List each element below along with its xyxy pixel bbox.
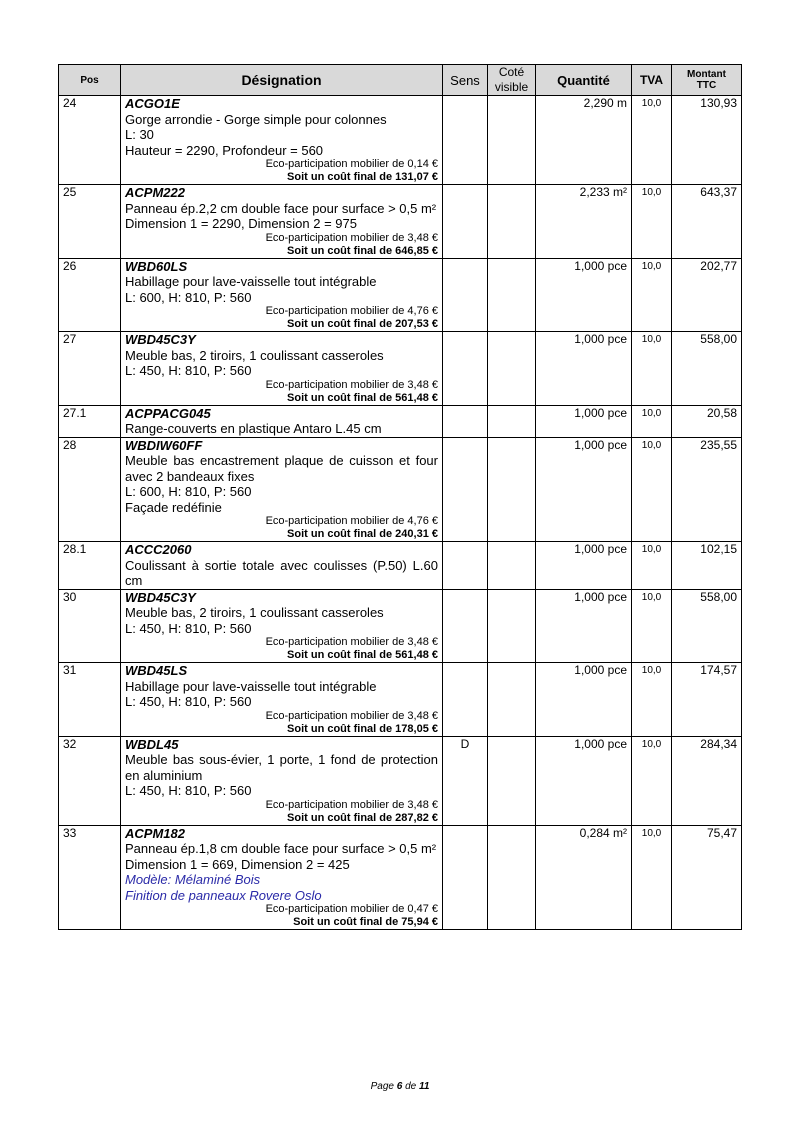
item-description-line: Range-couverts en plastique Antaro L.45 cm (125, 421, 382, 436)
row-tva: 10,0 (632, 825, 672, 930)
item-description-line: L: 600, H: 810, P: 560 (125, 484, 252, 499)
item-model-line: Finition de panneaux Rovere Oslo (125, 887, 322, 903)
final-cost: Soit un coût final de 178,05 € (287, 722, 438, 735)
item-reference: ACPM222 (125, 185, 185, 200)
item-description-line: L: 450, H: 810, P: 560 (125, 363, 252, 378)
item-description-line: Dimension 1 = 2290, Dimension 2 = 975 (125, 216, 357, 231)
row-sens (443, 258, 488, 332)
item-description-line: Panneau ép.1,8 cm double face pour surface > 0,5 m² (125, 841, 437, 856)
row-pos: 26 (59, 258, 121, 332)
row-tva: 10,0 (632, 332, 672, 406)
item-description-line: Façade redéfinie (125, 499, 222, 515)
row-montant: 20,58 (672, 405, 742, 437)
item-model-line: Modèle: Mélaminé Bois (125, 872, 261, 887)
row-cote-visible (488, 185, 536, 259)
row-sens (443, 589, 488, 663)
item-reference: WBD45C3Y (125, 589, 196, 605)
row-quantite: 1,000 pce (536, 736, 632, 825)
row-sens: D (443, 736, 488, 825)
header-cote-visible (488, 65, 536, 96)
table-row (59, 825, 742, 930)
row-sens (443, 185, 488, 259)
row-sens (443, 437, 488, 542)
row-pos: 30 (59, 589, 121, 663)
row-tva: 10,0 (632, 437, 672, 542)
row-cote-visible (488, 332, 536, 406)
item-description-line: Hauteur = 2290, Profondeur = 560 (125, 142, 324, 158)
table-row (59, 589, 742, 663)
header-sens: Sens (443, 65, 488, 96)
eco-participation: Eco-participation mobilier de 0,47 € (265, 903, 438, 915)
eco-participation: Eco-participation mobilier de 0,14 € (265, 158, 438, 170)
row-montant: 643,37 (672, 185, 742, 259)
item-description-line: Panneau ép.2,2 cm double face pour surface > 0,5 m² (125, 200, 437, 216)
item-description-line: L: 30 (125, 127, 154, 142)
item-description-line: Habillage pour lave-vaisselle tout intégrable (125, 678, 377, 694)
row-montant: 130,93 (672, 96, 742, 185)
row-quantite: 1,000 pce (536, 663, 632, 737)
row-quantite: 1,000 pce (536, 589, 632, 663)
table-row (59, 185, 742, 259)
item-description-line: Meuble bas, 2 tiroirs, 1 coulissant casseroles (125, 605, 384, 620)
row-designation (121, 258, 443, 332)
row-quantite: 1,000 pce (536, 437, 632, 542)
table-row (59, 437, 742, 542)
row-pos: 24 (59, 96, 121, 185)
table-row (59, 736, 742, 825)
row-pos: 27 (59, 332, 121, 406)
row-designation (121, 96, 443, 185)
table-row (59, 258, 742, 332)
item-reference: ACCC2060 (125, 542, 192, 557)
final-cost: Soit un coût final de 646,85 € (287, 244, 438, 257)
row-designation (121, 589, 443, 663)
row-montant: 174,57 (672, 663, 742, 737)
page-footer (0, 1081, 800, 1092)
row-montant: 558,00 (672, 589, 742, 663)
final-cost: Soit un coût final de 561,48 € (287, 391, 438, 404)
row-quantite: 1,000 pce (536, 405, 632, 437)
eco-participation: Eco-participation mobilier de 3,48 € (265, 636, 438, 648)
item-reference: WBDL45 (125, 736, 179, 752)
eco-participation: Eco-participation mobilier de 4,76 € (265, 305, 438, 317)
row-tva: 10,0 (632, 663, 672, 737)
row-montant: 102,15 (672, 542, 742, 590)
row-tva: 10,0 (632, 96, 672, 185)
final-cost: Soit un coût final de 561,48 € (287, 649, 438, 661)
row-montant: 558,00 (672, 332, 742, 406)
row-quantite: 1,000 pce (536, 332, 632, 406)
item-reference: WBDIW60FF (125, 437, 203, 453)
row-pos: 33 (59, 825, 121, 930)
eco-participation: Eco-participation mobilier de 3,48 € (265, 798, 438, 811)
header-quantite: Quantité (536, 65, 632, 96)
final-cost: Soit un coût final de 240,31 € (287, 528, 438, 540)
row-quantite: 1,000 pce (536, 542, 632, 590)
row-pos: 28 (59, 437, 121, 542)
row-designation (121, 405, 443, 437)
final-cost: Soit un coût final de 207,53 € (287, 318, 438, 330)
row-sens (443, 542, 488, 590)
row-quantite: 1,000 pce (536, 258, 632, 332)
row-quantite: 0,284 m² (536, 825, 632, 930)
header-cote-visible-line1: Coté (498, 65, 525, 79)
row-tva: 10,0 (632, 185, 672, 259)
item-description-line: L: 450, H: 810, P: 560 (125, 783, 252, 798)
item-description-line: Gorge arrondie - Gorge simple pour colonnes (125, 111, 387, 127)
page-current: 6 (396, 1081, 403, 1092)
row-sens (443, 96, 488, 185)
row-designation (121, 332, 443, 406)
row-quantite: 2,233 m² (536, 185, 632, 259)
header-cote-visible-line2: visible (494, 80, 529, 94)
page-label: Page (370, 1081, 394, 1092)
row-designation (121, 185, 443, 259)
item-description-line: L: 600, H: 810, P: 560 (125, 289, 252, 305)
row-cote-visible (488, 589, 536, 663)
item-description-line: Coulissant à sortie totale avec coulisses (P.50) L.60 cm (125, 557, 438, 588)
item-reference: ACPPACG045 (125, 405, 211, 421)
row-montant: 235,55 (672, 437, 742, 542)
item-description-line: L: 450, H: 810, P: 560 (125, 620, 252, 636)
item-description-line: Habillage pour lave-vaisselle tout intégrable (125, 274, 377, 289)
eco-participation: Eco-participation mobilier de 3,48 € (265, 378, 438, 391)
table-row (59, 96, 742, 185)
final-cost: Soit un coût final de 131,07 € (287, 171, 438, 183)
item-description-line: L: 450, H: 810, P: 560 (125, 694, 252, 709)
header-designation: Désignation (121, 65, 443, 96)
table-row (59, 332, 742, 406)
row-montant: 284,34 (672, 736, 742, 825)
row-sens (443, 825, 488, 930)
item-description-line: Meuble bas encastrement plaque de cuisson et four avec 2 bandeaux fixes (125, 453, 438, 484)
row-cote-visible (488, 437, 536, 542)
header-tva: TVA (632, 65, 672, 96)
table-row (59, 405, 742, 437)
row-tva: 10,0 (632, 405, 672, 437)
row-designation (121, 542, 443, 590)
row-pos: 27.1 (59, 405, 121, 437)
row-pos: 25 (59, 185, 121, 259)
row-cote-visible (488, 96, 536, 185)
row-montant: 75,47 (672, 825, 742, 930)
row-cote-visible (488, 542, 536, 590)
page-total: 11 (419, 1081, 430, 1092)
eco-participation: Eco-participation mobilier de 4,76 € (265, 515, 438, 527)
row-sens (443, 663, 488, 737)
row-cote-visible (488, 736, 536, 825)
item-reference: WBD45C3Y (125, 332, 196, 347)
row-tva: 10,0 (632, 258, 672, 332)
header-row (59, 65, 742, 96)
row-cote-visible (488, 405, 536, 437)
item-description-line: Dimension 1 = 669, Dimension 2 = 425 (125, 856, 350, 872)
row-quantite: 2,290 m (536, 96, 632, 185)
row-cote-visible (488, 663, 536, 737)
row-designation (121, 663, 443, 737)
row-tva: 10,0 (632, 542, 672, 590)
final-cost: Soit un coût final de 287,82 € (287, 811, 438, 824)
row-pos: 32 (59, 736, 121, 825)
row-tva: 10,0 (632, 736, 672, 825)
eco-participation: Eco-participation mobilier de 3,48 € (265, 709, 438, 722)
table-row (59, 663, 742, 737)
item-reference: ACGO1E (125, 96, 180, 111)
final-cost: Soit un coût final de 75,94 € (293, 916, 438, 928)
row-designation (121, 825, 443, 930)
table-body (59, 96, 742, 930)
row-sens (443, 405, 488, 437)
header-pos: Pos (59, 65, 121, 96)
item-reference: WBD60LS (125, 258, 188, 274)
row-montant: 202,77 (672, 258, 742, 332)
header-montant (672, 65, 742, 96)
table-row (59, 542, 742, 590)
row-designation (121, 437, 443, 542)
row-cote-visible (488, 258, 536, 332)
row-sens (443, 332, 488, 406)
row-pos: 31 (59, 663, 121, 737)
item-description-line: Meuble bas sous-évier, 1 porte, 1 fond de protection en aluminium (125, 752, 438, 783)
eco-participation: Eco-participation mobilier de 3,48 € (265, 231, 438, 244)
row-pos: 28.1 (59, 542, 121, 590)
row-tva: 10,0 (632, 589, 672, 663)
page-sep: de (405, 1081, 417, 1092)
header-montant-line2: TTC (696, 80, 717, 91)
header-montant-line1: Montant (687, 69, 726, 80)
row-cote-visible (488, 825, 536, 930)
item-reference: WBD45LS (125, 663, 188, 678)
item-reference: ACPM182 (125, 825, 185, 841)
item-description-line: Meuble bas, 2 tiroirs, 1 coulissant casseroles (125, 347, 384, 363)
quote-table (58, 64, 742, 930)
row-designation (121, 736, 443, 825)
